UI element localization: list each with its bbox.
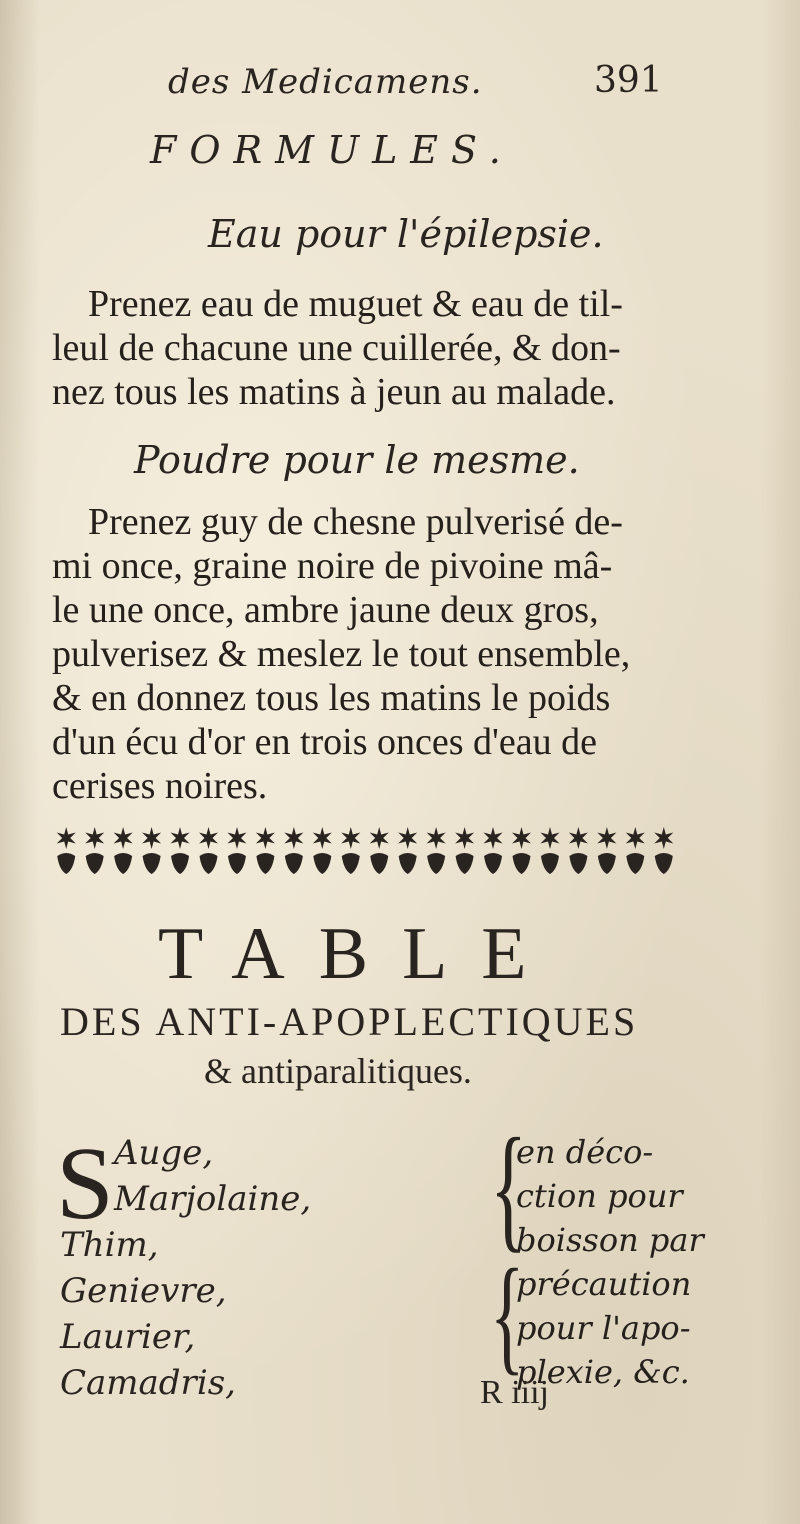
fleuron-icon <box>626 827 645 874</box>
list-item: Laurier, <box>60 1317 196 1357</box>
text-line: pulverisez & meslez le tout ensemble, <box>52 633 631 675</box>
note-line: précaution <box>516 1265 692 1303</box>
fleuron-icon <box>341 827 360 874</box>
text-line: & en donnez tous les matins le poids <box>52 677 611 719</box>
curly-brace-icon: { <box>490 1243 525 1387</box>
drop-cap: S <box>56 1126 114 1241</box>
note-line: pour l'apo- <box>516 1309 691 1347</box>
fleuron-icon <box>455 827 474 874</box>
list-item: Thim, <box>60 1225 159 1265</box>
running-head: des Medicamens. <box>168 62 483 102</box>
fleuron-icon <box>512 827 531 874</box>
fleuron-icon <box>85 827 104 874</box>
text-line: leul de chacune une cuillerée, & don- <box>52 327 621 369</box>
list-item: Camadris, <box>60 1363 236 1403</box>
text-line: d'un écu d'or en trois onces d'eau de <box>52 721 597 763</box>
list-item: Auge, <box>114 1133 214 1173</box>
recipe-title-powder: Poudre pour le mesme. <box>134 438 580 482</box>
signature-mark: R iiij <box>480 1374 549 1411</box>
recipe-body-powder <box>52 500 630 808</box>
curly-brace-icon: { <box>490 1110 527 1265</box>
ingredient-list <box>60 1130 311 1406</box>
fleuron-icon <box>540 827 559 874</box>
fleuron-icon <box>597 827 616 874</box>
fleuron-icon <box>142 827 161 874</box>
text-line: Prenez eau de muguet & eau de til- <box>88 283 623 325</box>
recipe-body-water <box>52 282 623 414</box>
note-line: ction pour <box>516 1177 683 1215</box>
text-line: le une once, ambre jaune deux gros, <box>52 589 599 631</box>
fleuron-icon <box>227 827 246 874</box>
recipe-title-water: Eau pour l'épilepsie. <box>208 212 604 256</box>
fleuron-icon <box>171 827 190 874</box>
text-line: nez tous les matins à jeun au malade. <box>52 371 616 413</box>
text-line: cerises noires. <box>52 765 268 807</box>
fleuron-icon <box>569 827 588 874</box>
note-line: boisson par <box>516 1221 704 1259</box>
note-line: en déco- <box>516 1133 654 1171</box>
fleuron-icon <box>256 827 275 874</box>
table-subtitle-2: & antiparalitiques. <box>204 1051 472 1091</box>
fleuron-icon <box>57 827 76 874</box>
fleuron-icon <box>427 827 446 874</box>
fleuron-icon <box>398 827 417 874</box>
fleuron-icon <box>114 827 133 874</box>
fleuron-icon <box>654 827 673 874</box>
list-item: Marjolaine, <box>114 1179 312 1219</box>
fleuron-icon <box>284 827 303 874</box>
table-subtitle: DES ANTI-APOPLECTIQUES <box>60 999 639 1044</box>
text-line: mi once, graine noire de pivoine mâ- <box>52 545 613 587</box>
section-title: FORMULES. <box>150 128 514 172</box>
fleuron-icon <box>199 827 218 874</box>
note-line: plexie, &c. <box>516 1353 690 1391</box>
fleuron-icon <box>484 827 503 874</box>
fleuron-icon <box>313 827 332 874</box>
table-title: TABLE <box>158 913 561 995</box>
usage-note <box>516 1130 704 1262</box>
fleuron-ornament-band <box>52 820 678 884</box>
text-line: Prenez guy de chesne pulverisé de- <box>88 501 623 543</box>
page-number: 391 <box>594 60 663 101</box>
list-item: Genievre, <box>60 1271 227 1311</box>
fleuron-icon <box>370 827 389 874</box>
